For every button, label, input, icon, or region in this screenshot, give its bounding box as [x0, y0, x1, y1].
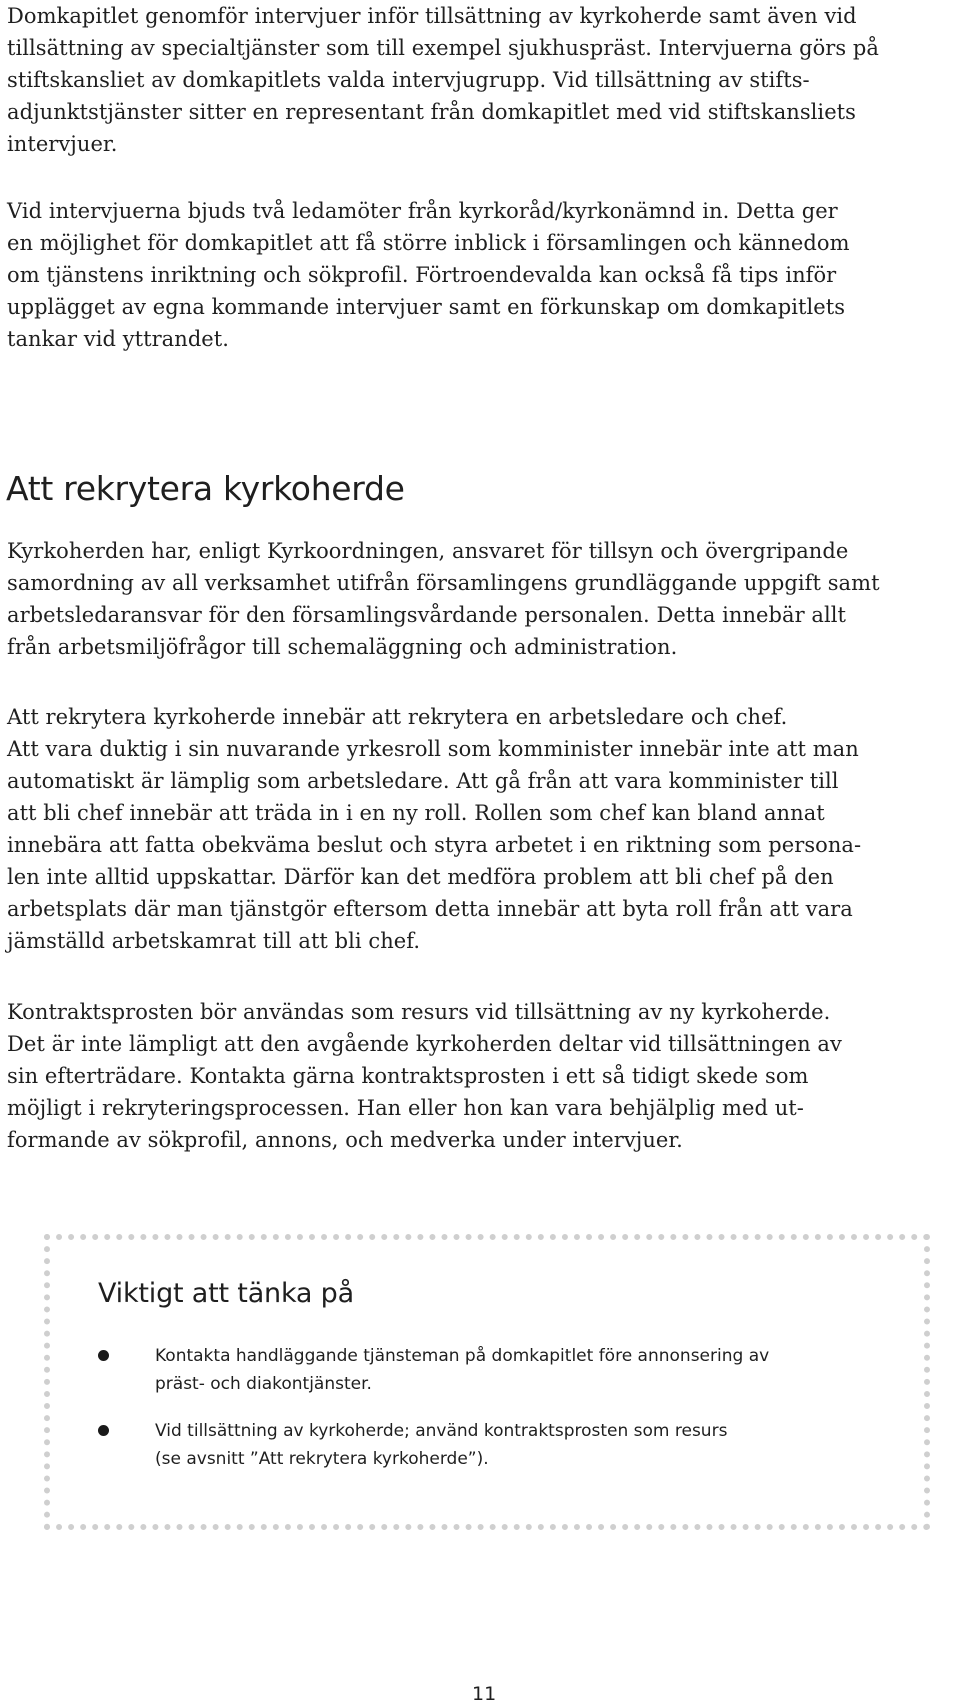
text-line: innebära att fatta obekväma beslut och styra arbetet i en riktning som persona- [7, 833, 862, 857]
text-line: Att vara duktig i sin nuvarande yrkesroll som komminister innebär inte att man [7, 737, 859, 761]
text-line: Domkapitlet genomför intervjuer inför tillsättning av kyrkoherde samt även vid [7, 4, 857, 28]
text-line: sin efterträdare. Kontakta gärna kontraktsprosten i ett så tidigt skede som [7, 1064, 809, 1088]
text-line: Kontakta handläggande tjänsteman på domkapitlet före annonsering av [155, 1346, 770, 1366]
tip-box-title: Viktigt att tänka på [98, 1278, 354, 1309]
text-line: Kontraktsprosten bör användas som resurs vid tillsättning av ny kyrkoherde. [7, 1000, 831, 1024]
page-number: 11 [472, 1683, 497, 1705]
text-line: adjunktstjänster sitter en representant från domkapitlet med vid stiftskansliets [7, 100, 856, 124]
text-line: möjligt i rekryteringsprocessen. Han eller hon kan vara behjälplig med ut- [7, 1096, 804, 1120]
text-line: präst- och diakontjänster. [155, 1374, 372, 1394]
text-line: jämställd arbetskamrat till att bli chef. [7, 929, 421, 953]
text-line: från arbetsmiljöfrågor till schemaläggning och administration. [7, 635, 678, 659]
text-line: Att rekrytera kyrkoherde innebär att rekrytera en arbetsledare och chef. [7, 705, 788, 729]
text-line: intervjuer. [7, 132, 118, 156]
bullet-icon [98, 1350, 109, 1361]
text-line: en möjlighet för domkapitlet att få större inblick i församlingen och kännedom [7, 231, 850, 255]
paragraph-ledamoter [7, 195, 850, 355]
text-line: arbetsplats där man tjänstgör eftersom detta innebär att byta roll från att vara [7, 897, 853, 921]
text-line: upplägget av egna kommande intervjuer samt en förkunskap om domkapitlets [7, 295, 846, 319]
tip-list-item [98, 1417, 878, 1473]
text-line: Vid intervjuerna bjuds två ledamöter från kyrkoråd/kyrkonämnd in. Detta ger [7, 199, 838, 223]
text-line: stiftskansliet av domkapitlets valda intervjugrupp. Vid tillsättning av stifts- [7, 68, 810, 92]
text-line: om tjänstens inriktning och sökprofil. Förtroendevalda kan också få tips inför [7, 263, 837, 287]
text-line: Det är inte lämpligt att den avgående kyrkoherden deltar vid tillsättningen av [7, 1032, 842, 1056]
tip-list-item [98, 1342, 878, 1398]
text-line: tankar vid yttrandet. [7, 327, 230, 351]
text-line: Kyrkoherden har, enligt Kyrkoordningen, ansvaret för tillsyn och övergripande [7, 539, 849, 563]
section-heading: Att rekrytera kyrkoherde [6, 469, 405, 508]
text-line: arbetsledaransvar för den församlingsvårdande personalen. Detta innebär allt [7, 603, 847, 627]
text-line: Vid tillsättning av kyrkoherde; använd kontraktsprosten som resurs [155, 1421, 728, 1441]
tip-list [98, 1342, 878, 1492]
text-line: tillsättning av specialtjänster som till exempel sjukhuspräst. Intervjuerna görs på [7, 36, 879, 60]
paragraph-arbetsledare [7, 701, 861, 957]
bullet-icon [98, 1425, 109, 1436]
text-line: (se avsnitt ”Att rekrytera kyrkoherde”). [155, 1449, 489, 1469]
text-line: formande av sökprofil, annons, och medverka under intervjuer. [7, 1128, 683, 1152]
text-line: samordning av all verksamhet utifrån församlingens grundläggande uppgift samt [7, 571, 880, 595]
paragraph-kyrkoherdens-ansvar [7, 535, 880, 663]
paragraph-kontraktsprosten [7, 996, 842, 1156]
text-line: att bli chef innebär att träda in i en ny roll. Rollen som chef kan bland annat [7, 801, 825, 825]
text-line: automatiskt är lämplig som arbetsledare. Att gå från att vara komminister till [7, 769, 839, 793]
paragraph-intervjuer [7, 0, 879, 160]
text-line: len inte alltid uppskattar. Därför kan det medföra problem att bli chef på den [7, 865, 834, 889]
